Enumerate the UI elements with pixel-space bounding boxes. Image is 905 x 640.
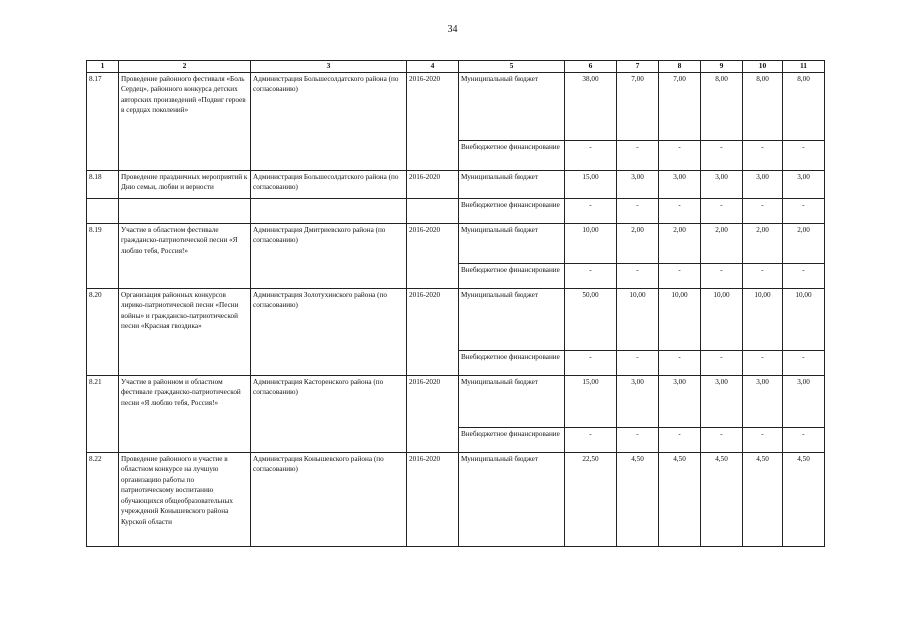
column-header: 1 [87, 61, 119, 73]
funding-value: 4,50 [701, 452, 743, 546]
funding-value: 7,00 [617, 72, 659, 140]
funding-value: - [701, 140, 743, 170]
empty-cell [119, 198, 251, 223]
funding-value: 2,00 [659, 223, 701, 263]
column-header: 9 [701, 61, 743, 73]
column-header: 10 [743, 61, 783, 73]
funding-value: 3,00 [783, 375, 825, 427]
funding-value: 4,50 [743, 452, 783, 546]
funding-value: 3,00 [701, 375, 743, 427]
executor: Администрация Золотухинского района (по согласованию) [251, 288, 407, 375]
executor: Администрация Касторенского района (по согласованию) [251, 375, 407, 452]
funding-value: - [783, 263, 825, 288]
activity-name: Участие в областном фестивале гражданско-патриотической песни «Я люблю тебя, Россия!» [119, 223, 251, 288]
funding-value: - [565, 263, 617, 288]
funding-value: 10,00 [743, 288, 783, 350]
funding-source: Внебюджетное финансирование [459, 140, 565, 170]
funding-source: Муниципальный бюджет [459, 72, 565, 140]
funding-value: - [743, 350, 783, 375]
executor: Администрация Дмитриевского района (по согласованию) [251, 223, 407, 288]
funding-source: Внебюджетное финансирование [459, 350, 565, 375]
empty-cell [251, 198, 407, 223]
funding-value: - [659, 350, 701, 375]
table-row [87, 223, 825, 263]
funding-value: 10,00 [701, 288, 743, 350]
funding-value: - [783, 350, 825, 375]
period: 2016-2020 [407, 72, 459, 170]
funding-value: 4,50 [617, 452, 659, 546]
funding-value: - [565, 350, 617, 375]
funding-value: - [701, 350, 743, 375]
row-id: 8.17 [87, 72, 119, 170]
executor: Администрация Большесолдатского района (по согласованию) [251, 170, 407, 198]
funding-value: 10,00 [617, 288, 659, 350]
activity-name: Проведение районного фестиваля «Боль Сердец», районного конкурса детских авторских произведений «Подвиг героев в сердцах поколений» [119, 72, 251, 170]
funding-source: Муниципальный бюджет [459, 452, 565, 546]
funding-value: - [743, 263, 783, 288]
funding-value: 3,00 [659, 375, 701, 427]
funding-value: - [783, 427, 825, 452]
activity-name: Организация районных конкурсов лирико-патриотической песни «Песни войны» и гражданско-патриотической песни «Красная гвоздика» [119, 288, 251, 375]
table-row [87, 452, 825, 546]
funding-value: - [701, 263, 743, 288]
funding-value: 38,00 [565, 72, 617, 140]
empty-cell [87, 198, 119, 223]
funding-source: Муниципальный бюджет [459, 288, 565, 350]
funding-value: - [783, 198, 825, 223]
funding-value: 4,50 [659, 452, 701, 546]
funding-value: - [701, 427, 743, 452]
column-header: 3 [251, 61, 407, 73]
funding-value: 8,00 [743, 72, 783, 140]
funding-value: - [701, 198, 743, 223]
funding-value: - [565, 198, 617, 223]
program-table [86, 60, 825, 547]
column-header: 11 [783, 61, 825, 73]
funding-value: 3,00 [783, 170, 825, 198]
period: 2016-2020 [407, 375, 459, 452]
funding-value: 10,00 [659, 288, 701, 350]
funding-value: - [565, 427, 617, 452]
column-header: 5 [459, 61, 565, 73]
funding-value: 3,00 [617, 170, 659, 198]
funding-value: 8,00 [701, 72, 743, 140]
funding-value: - [565, 140, 617, 170]
column-header: 2 [119, 61, 251, 73]
activity-name: Участие в районном и областном фестивале гражданско-патриотической песни «Я люблю тебя, Россия!» [119, 375, 251, 452]
funding-value: 50,00 [565, 288, 617, 350]
table-row [87, 288, 825, 350]
activity-name: Проведение районного и участие в областном конкурсе на лучшую организацию работы по патриотическому воспитанию обучающихся общеобразовательных учреждений Конышевского района Курской области [119, 452, 251, 546]
funding-value: 3,00 [617, 375, 659, 427]
executor: Администрация Конышевского района (по согласованию) [251, 452, 407, 546]
funding-source: Муниципальный бюджет [459, 375, 565, 427]
funding-value: 22,50 [565, 452, 617, 546]
row-id: 8.22 [87, 452, 119, 546]
activity-name: Проведение праздничных мероприятий к Дню семьи, любви и верности [119, 170, 251, 198]
column-header: 7 [617, 61, 659, 73]
funding-value: - [617, 263, 659, 288]
period: 2016-2020 [407, 223, 459, 288]
funding-source: Внебюджетное финансирование [459, 263, 565, 288]
funding-value: - [659, 263, 701, 288]
funding-value: - [783, 140, 825, 170]
table-row [87, 170, 825, 198]
funding-value: 3,00 [743, 170, 783, 198]
table-row [87, 375, 825, 427]
row-id: 8.18 [87, 170, 119, 198]
period: 2016-2020 [407, 288, 459, 375]
funding-value: 2,00 [743, 223, 783, 263]
period: 2016-2020 [407, 170, 459, 198]
funding-value: 3,00 [701, 170, 743, 198]
executor: Администрация Большесолдатского района (по согласованию) [251, 72, 407, 170]
funding-value: - [743, 198, 783, 223]
row-id: 8.19 [87, 223, 119, 288]
column-header: 8 [659, 61, 701, 73]
funding-value: 3,00 [743, 375, 783, 427]
funding-value: - [617, 427, 659, 452]
funding-value: - [659, 140, 701, 170]
row-id: 8.21 [87, 375, 119, 452]
funding-source: Внебюджетное финансирование [459, 427, 565, 452]
funding-source: Муниципальный бюджет [459, 170, 565, 198]
funding-value: 4,50 [783, 452, 825, 546]
column-header: 6 [565, 61, 617, 73]
table-body [87, 72, 825, 546]
period: 2016-2020 [407, 452, 459, 546]
row-id: 8.20 [87, 288, 119, 375]
funding-value: 8,00 [783, 72, 825, 140]
funding-value: 10,00 [783, 288, 825, 350]
funding-value: 15,00 [565, 375, 617, 427]
funding-value: - [743, 140, 783, 170]
funding-source: Внебюджетное финансирование [459, 198, 565, 223]
table-row [87, 198, 825, 223]
funding-value: - [617, 350, 659, 375]
funding-value: - [659, 198, 701, 223]
funding-source: Муниципальный бюджет [459, 223, 565, 263]
funding-value: 7,00 [659, 72, 701, 140]
funding-value: 15,00 [565, 170, 617, 198]
funding-value: 2,00 [701, 223, 743, 263]
funding-value: - [617, 140, 659, 170]
funding-value: 10,00 [565, 223, 617, 263]
funding-value: 3,00 [659, 170, 701, 198]
funding-value: - [617, 198, 659, 223]
funding-value: 2,00 [783, 223, 825, 263]
page-number: 34 [447, 24, 458, 35]
column-header: 4 [407, 61, 459, 73]
column-header-row [87, 61, 825, 73]
funding-value: - [743, 427, 783, 452]
funding-value: 2,00 [617, 223, 659, 263]
table-row [87, 72, 825, 140]
funding-value: - [659, 427, 701, 452]
empty-cell [407, 198, 459, 223]
